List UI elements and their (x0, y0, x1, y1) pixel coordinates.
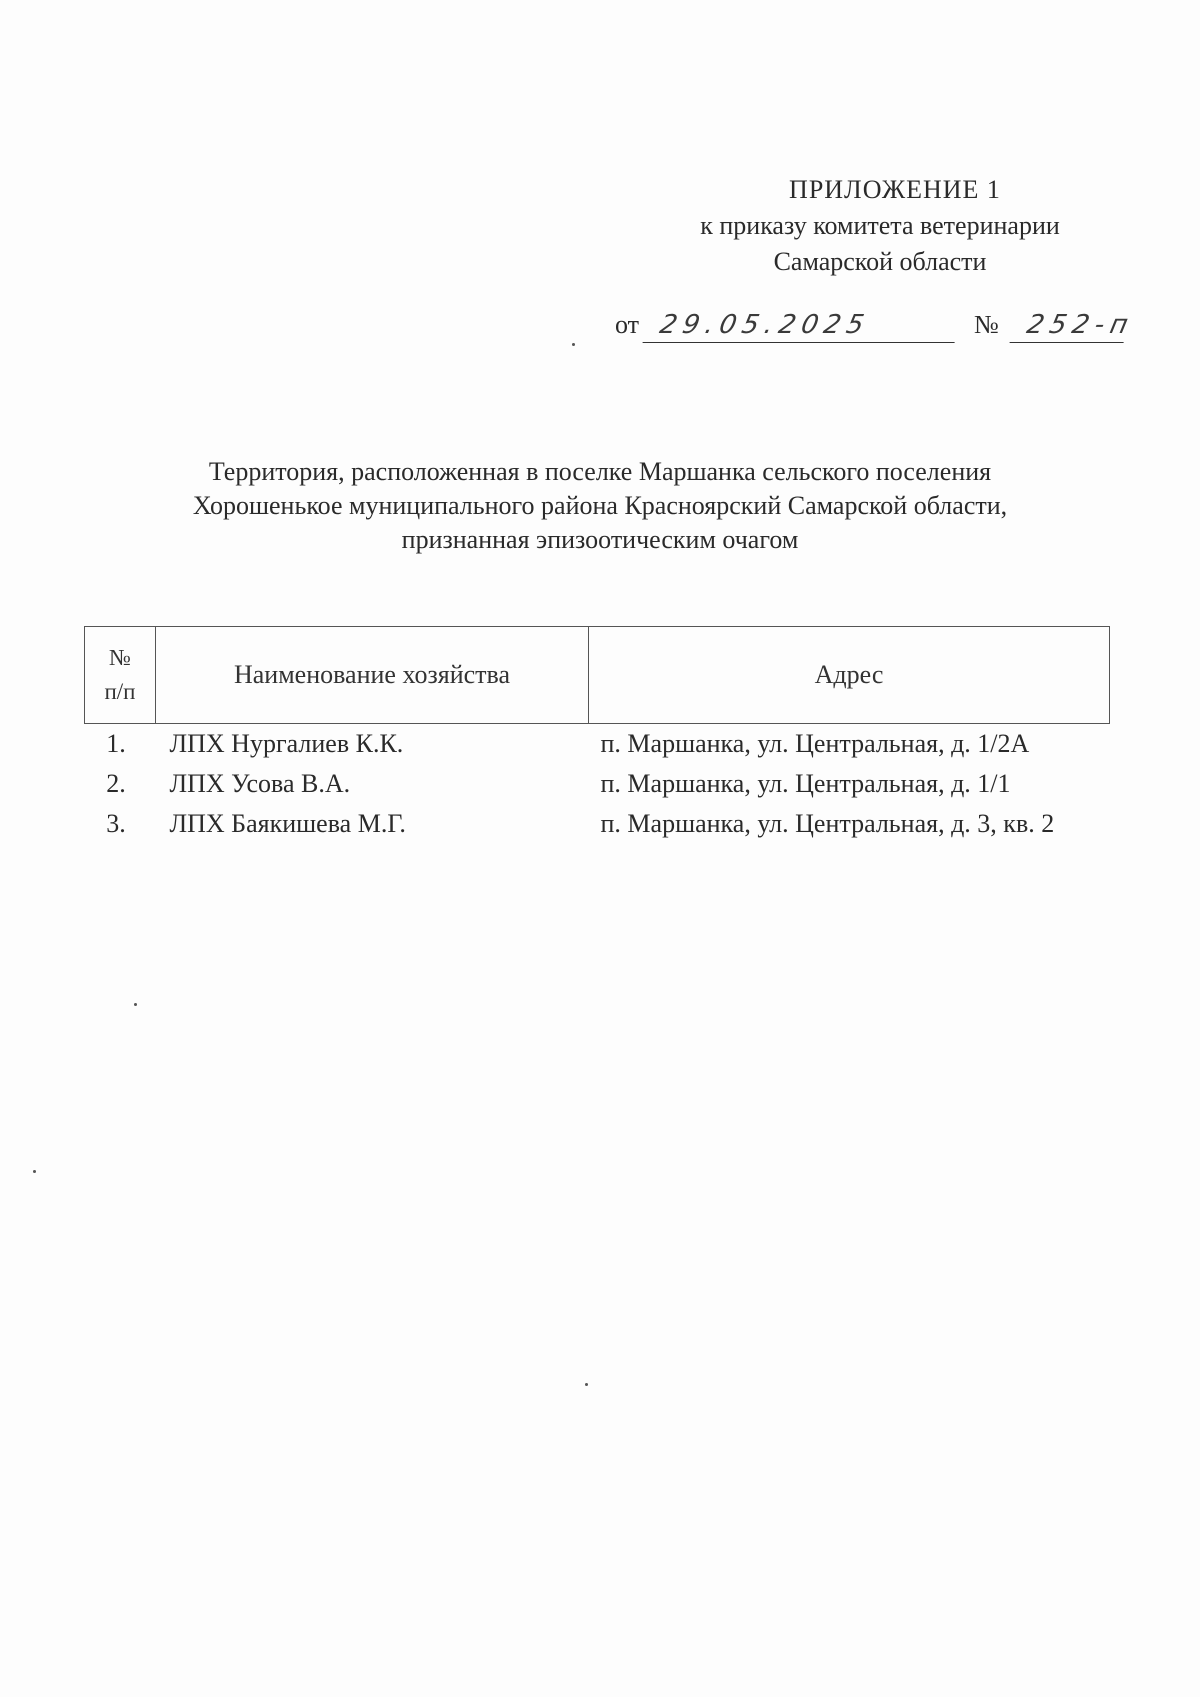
column-header-number-line-1: № (109, 645, 131, 670)
table-body (85, 724, 1110, 845)
order-date-value: 29.05.2025 (642, 310, 961, 343)
row-number: 2. (106, 769, 126, 798)
row-number: 1. (106, 729, 126, 758)
row-address: п. Маршанка, ул. Центральная, д. 1/2А (600, 729, 1030, 758)
appendix-line-1: к приказу комитета ветеринарии (700, 211, 1060, 240)
column-header-number (85, 627, 156, 724)
title-line-2: Хорошенькое муниципального района Красноярский Самарской области, (192, 491, 1008, 520)
table-row (85, 764, 1110, 804)
scan-speck (33, 1170, 36, 1173)
row-farm-name: ЛПХ Нургалиев К.К. (169, 729, 404, 758)
title-line-1: Территория, расположенная в поселке Маршанка сельского поселения (208, 457, 992, 486)
title-line-3: признанная эпизоотическим очагом (401, 525, 799, 554)
table-header-row (85, 627, 1110, 724)
row-number: 3. (106, 809, 126, 838)
column-header-number-line-2: п/п (104, 679, 136, 704)
table-row (85, 804, 1110, 844)
column-header-address: Адрес (589, 627, 1110, 724)
scan-speck (572, 343, 575, 346)
order-reference-line (615, 310, 1137, 343)
table-header (85, 627, 1110, 724)
scan-speck (585, 1383, 588, 1386)
row-farm-name: ЛПХ Усова В.А. (169, 769, 351, 798)
farms-table (84, 626, 1110, 844)
row-address: п. Маршанка, ул. Центральная, д. 1/1 (600, 769, 1011, 798)
row-farm-name: ЛПХ Баякишева М.Г. (169, 809, 406, 838)
appendix-heading: ПРИЛОЖЕНИЕ 1 (789, 175, 1001, 204)
document-title (120, 455, 1080, 557)
order-number-value: 252-п (1010, 310, 1131, 343)
column-header-farm-name: Наименование хозяйства (156, 627, 589, 724)
appendix-line-2: Самарской области (773, 247, 987, 276)
row-address: п. Маршанка, ул. Центральная, д. 3, кв. 2 (600, 809, 1055, 838)
order-number-label: № (974, 310, 999, 339)
order-date-label: от (615, 310, 640, 339)
scan-speck (134, 1003, 137, 1006)
table-row (85, 724, 1110, 765)
appendix-header (640, 172, 1120, 280)
